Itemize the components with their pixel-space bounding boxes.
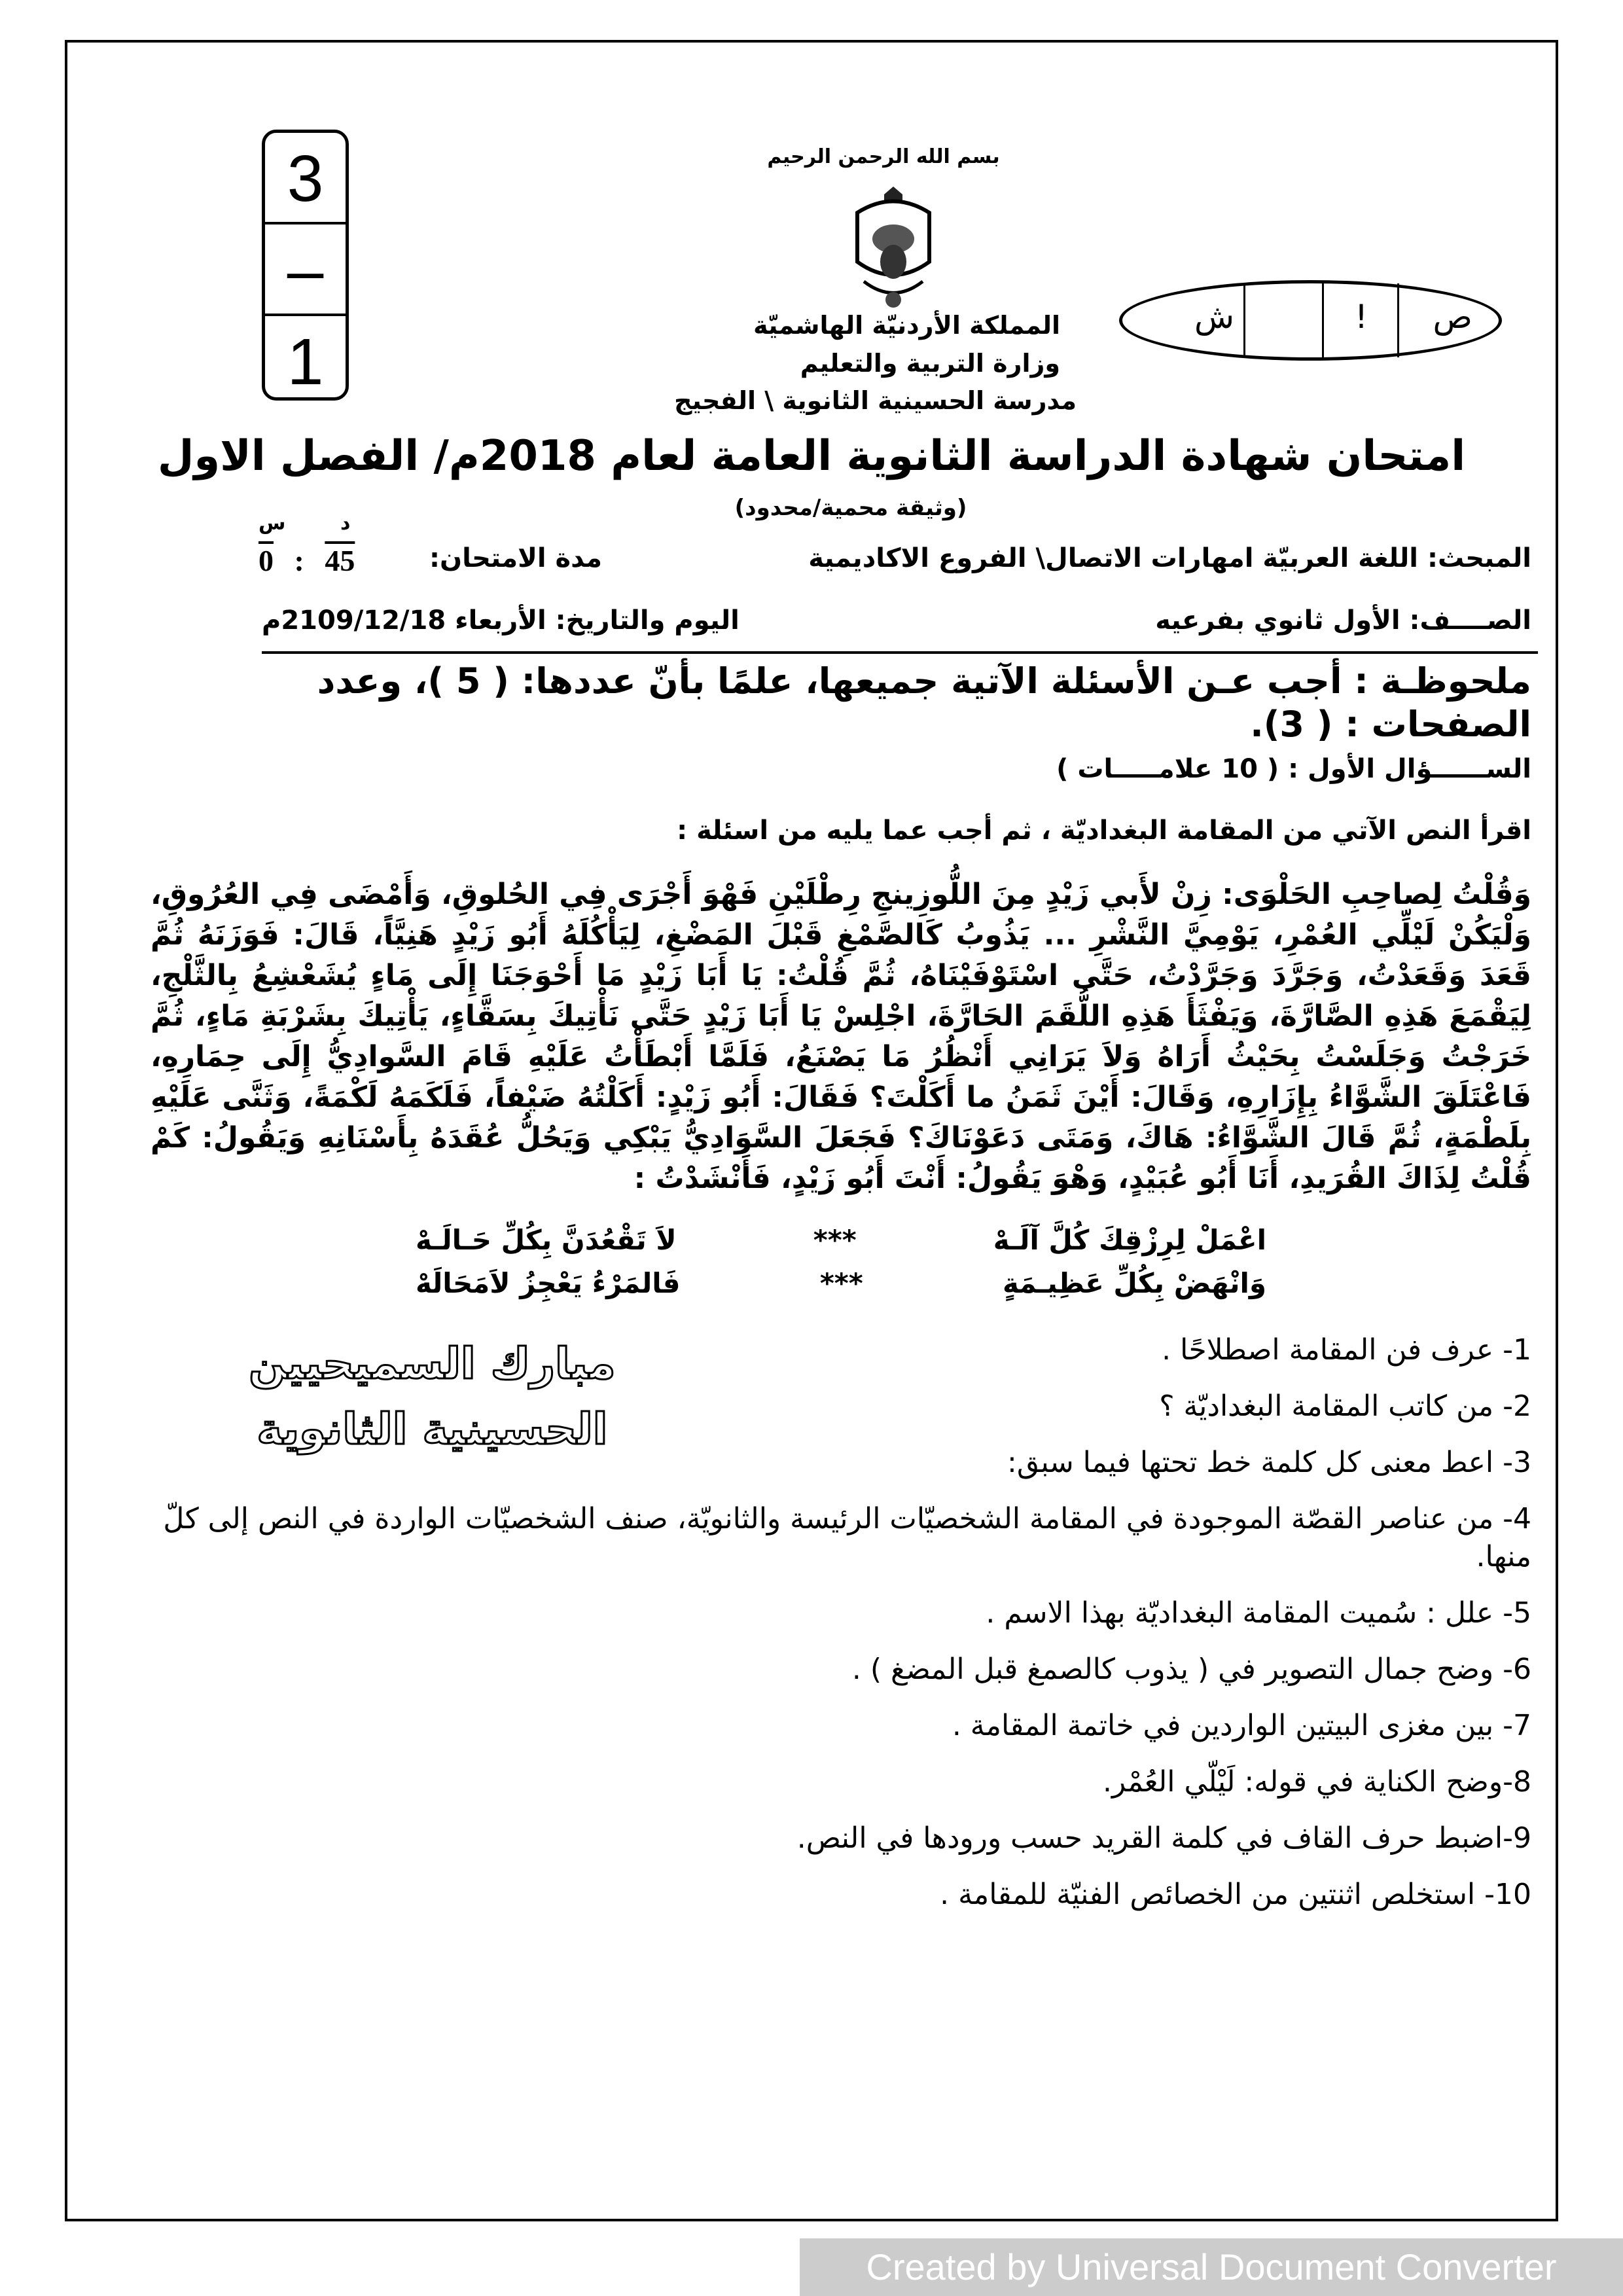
- date-line: اليوم والتاريخ: الأربعاء 2109/12/18م: [262, 605, 740, 636]
- question-item: 10- استخلص اثنتين من الخصائص الفنيّة للمقامة .: [940, 1878, 1531, 1911]
- kingdom-name: المملكة الأردنيّة الهاشميّة: [753, 311, 1060, 340]
- exam-title: امتحان شهادة الدراسة الثانوية العامة لعام 2018م/ الفصل الاول: [157, 432, 1466, 480]
- grade-label-sheen: ش: [1194, 298, 1235, 336]
- maqama-passage: وَقُلْتُ لِصاحِبِ الحَلْوَى: زِنْ لأَبي زَيْدٍ مِنَ اللُّوزِينجِ رِطْلَيْنِ فَهْوَ أَجْرَى فِي الحُلوقِ، وَأَمْضَى فِي العُرُوقِ، وَلْيَكُنْ لَيْلِّي العُمْرِ، يَوْمِيَّ النَّشْرِ ... يَذُوبُ كَالصَّمْغِ قَبْلَ المَضْغِ، لِيَأْكُلَهُ أَبُو زَيْدٍ هَنِيَّاً، قَالَ: فَوَزَنَهُ ثُمَّ قَعَدَ وَقَعَدْتُ، وَجَرَّدَ وَجَرَّدْتُ، حَتَّى اسْتَوْفَيْنَاهُ، ثُمَّ قُلْتُ: يَا أَبَا زَيْدٍ مَا أَحْوَجَنَا إِلَى مَاءٍ يُشَعْشِعُ بِالثَّلْجِ، لِيَقْمَعَ هَذِهِ الصَّارَّةَ، وَيَفْثَأَ هَذِهِ اللُّقَمَ الحَارَّةَ، اجْلِسْ يَا أَبَا زَيْدٍ حَتَّى نَأْتِيكَ بِسَقَّاءٍ، يَأْتِيكَ بِشَرْبَةِ مَاءٍ، ثُمَّ خَرَجْتُ وَجَلَسْتُ بِحَيْثُ أَرَاهُ وَلاَ يَرَانِي أَنْظُرُ مَا يَصْنَعُ، فَلَمَّا أَبْطَأْتُ عَلَيْهِ قَامَ السَّوادِيُّ إِلَى حِمَارِهِ، فَاعْتَلَقَ الشَّوَّاءُ بِإِزَارِهِ، وَقَالَ: أَيْنَ ثَمَنُ ما أَكَلْتَ؟ فَقَالَ: أَبُو زَيْدٍ: أَكَلْتُهُ ضَيْفاً، فَلَكَمَهُ لَكْمَةً، وَثَنَّى عَلَيْهِ بِلَطْمَةٍ، ثُمَّ قَالَ الشَّوَّاءُ: هَاكَ، وَمَتَى دَعَوْنَاكَ؟ فَجَعَلَ السَّوَادِيُّ يَبْكِي وَيَحُلُّ عُقَدَهُ بِأَسْنَانِهِ وَيَقُولُ: كَمْ قُلْتُ لِذَاكَ القُرَيدِ، أَنَا أَبُو عُبَيْدٍ، وَهْوَ يَقُولُ: أَنْتَ أَبُو زَيْدٍ، فَأَنْشَدْتُ :: [151, 878, 1531, 1195]
- hour-unit: س: [259, 512, 286, 535]
- question-item: 9-اضبط حرف القاف في كلمة القريد حسب ورودها في النص.: [796, 1821, 1531, 1855]
- verse-separator: ***: [813, 1224, 857, 1256]
- watermark: [249, 1331, 616, 1462]
- question-item: 8-وضح الكناية في قوله: لَيْلّي العُمْر.: [1102, 1765, 1531, 1799]
- class-line: الصــــف: الأول ثانوي بفرعيه: [1155, 605, 1531, 636]
- question-1-header: الســــــؤال الأول : ( 10 علامـــــات ): [1056, 754, 1531, 784]
- question-list: [151, 1331, 1531, 1932]
- minute-unit: د: [340, 512, 351, 535]
- jordan-emblem-icon: [831, 183, 955, 314]
- duration-label: مدة الامتحان:: [429, 543, 602, 573]
- duration-minutes: 45: [325, 544, 355, 577]
- verse-second-half: لاَ تَقْعُدَنَّ بِكُلِّ حَـالَـهْ: [416, 1224, 677, 1256]
- page-number: 3: [265, 133, 346, 224]
- reading-instruction: اقرأ النص الآتي من المقامة البغداديّة ، ثم أجب عما يليه من اسئلة :: [677, 816, 1531, 846]
- verse-separator: ***: [819, 1267, 863, 1299]
- grade-label-saad: ص: [1433, 298, 1472, 336]
- watermark-line: الحسينية الثانوية: [257, 1404, 608, 1454]
- question-item: 1- عرف فن المقامة اصطلاحًا .: [1162, 1333, 1531, 1367]
- poem-verse: [416, 1262, 1266, 1305]
- converter-footer: Created by Universal Document Converter: [800, 2238, 1623, 2296]
- grade-ellipse: [1119, 280, 1502, 361]
- classification: (وثيقة محمية/محدود): [734, 495, 967, 521]
- duration-hours: 0: [259, 544, 274, 577]
- question-item: 2- من كاتب المقامة البغداديّة ؟: [1159, 1390, 1531, 1423]
- grade-label-mark: !: [1355, 298, 1368, 336]
- divider: [262, 651, 1538, 654]
- poem-verse: [416, 1219, 1266, 1262]
- verse-second-half: فَالمَرْءُ يَعْجِزُ لاَمَحَالَهْ: [416, 1267, 681, 1299]
- question-item: 4- من عناصر القصّة الموجودة في المقامة الشخصيّات الرئيسة والثانويّة، صنف الشخصيّات الواردة في النص إلى كلّ منها.: [163, 1502, 1531, 1573]
- duration-colon: :: [294, 544, 304, 577]
- subject-line: المبحث: اللغة العربيّة امهارات الاتصال\ الفروع الاكاديمية: [808, 543, 1531, 573]
- ministry-name: وزارة التربية والتعليم: [800, 349, 1060, 378]
- duration-value: [259, 543, 355, 578]
- verse-first-half: وَانْهَضْ بِكُلِّ عَظِيـمَةٍ: [1003, 1267, 1266, 1299]
- watermark-line: مبارك السميحيين: [249, 1338, 616, 1389]
- question-item: 5- علل : سُميت المقامة البغداديّة بهذا الاسم .: [986, 1596, 1531, 1630]
- school-name: مدرسة الحسينية الثانوية \ الفجيج: [674, 386, 1077, 415]
- page-number-box: [262, 130, 349, 401]
- question-item: 6- وضح جمال التصوير في ( يذوب كالصمغ قبل المضغ ) .: [851, 1653, 1531, 1686]
- page-separator: –: [265, 224, 346, 316]
- basmala: بسم الله الرحمن الرحيم: [767, 145, 1000, 168]
- question-item: 3- اعط معنى كل كلمة خط تحتها فيما سبق:: [1007, 1446, 1531, 1479]
- exam-note: ملحوظـة : أجب عـن الأسئلة الآتية جميعها، علمًا بأنّ عددها: ( 5 )، وعدد الصفحات : ( 3).: [317, 660, 1531, 745]
- poem: [416, 1219, 1266, 1305]
- page-total: 1: [287, 325, 324, 399]
- exam-body: [151, 660, 1531, 1932]
- verse-first-half: اعْمَلْ لِرِزْقِكَ كُلَّ آلَـهْ: [993, 1224, 1266, 1256]
- question-item: 7- بين مغزى البيتين الواردين في خاتمة المقامة .: [952, 1709, 1531, 1742]
